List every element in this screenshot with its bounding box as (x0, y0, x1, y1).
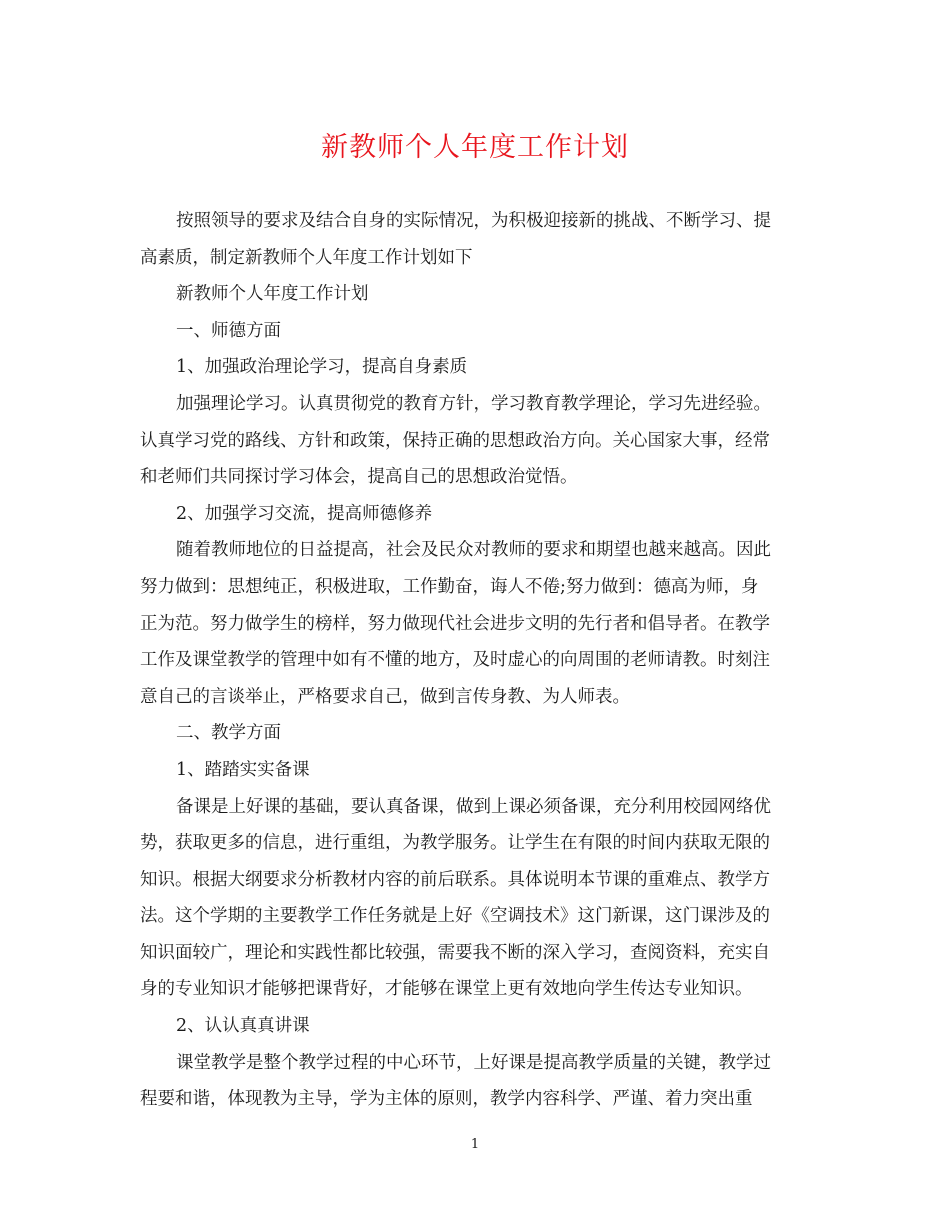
paragraph-teacher-status (140, 532, 812, 715)
text-line: 法。这个学期的主要教学工作任务就是上好《空调技术》这门新课，这门课涉及的 (140, 906, 770, 927)
text-line: 二、教学方面 (176, 723, 281, 744)
text-line: 按照领导的要求及结合自身的实际情况，为积极迎接新的挑战、不断学习、提 (176, 211, 771, 231)
text-line: 一、师德方面 (176, 320, 281, 341)
text-line: 1、踏踏实实备课 (176, 759, 310, 780)
text-line: 2、加强学习交流，提高师德修养 (176, 503, 433, 524)
section-heading-ethics (140, 313, 812, 350)
paragraph-intro (140, 203, 812, 276)
text-line: 随着教师地位的日益提高，社会及民众对教师的要求和期望也越来越高。因此 (176, 540, 771, 561)
text-line: 加强理论学习。认真贯彻党的教育方针，学习教育教学理论，学习先进经验。 (176, 393, 771, 414)
text-line: 1、加强政治理论学习，提高自身素质 (176, 357, 468, 378)
subheading-exchange (140, 496, 812, 533)
text-line: 势，获取更多的信息，进行重组，为教学服务。让学生在有限的时间内获取无限的 (140, 833, 770, 854)
text-line: 身的专业知识才能够把课背好，才能够在课堂上更有效地向学生传达专业知识。 (140, 979, 753, 1000)
subheading-lecturing (140, 1008, 812, 1045)
document-body (140, 203, 812, 1118)
text-line: 2、认认真真讲课 (176, 1016, 310, 1037)
text-line: 工作及课堂教学的管理中如有不懂的地方，及时虚心的向周围的老师请教。时刻注 (140, 650, 770, 671)
text-line: 备课是上好课的基础，要认真备课，做到上课必须备课，充分利用校园网络优 (176, 796, 771, 817)
text-line: 知识。根据大纲要求分析教材内容的前后联系。具体说明本节课的重难点、教学方 (140, 869, 770, 890)
text-line: 高素质，制定新教师个人年度工作计划如下 (140, 247, 473, 268)
paragraph-theory-study (140, 386, 812, 496)
section-heading-teaching (140, 715, 812, 752)
text-line: 程要和谐，体现教为主导，学为主体的原则，教学内容科学、严谨、着力突出重 (140, 1089, 753, 1110)
document-title: 新教师个人年度工作计划 (321, 132, 629, 163)
text-line: 正为范。努力做学生的榜样，努力做现代社会进步文明的先行者和倡导者。在教学 (140, 613, 770, 634)
paragraph-lesson-prep (140, 789, 812, 1009)
subheading-lesson-prep (140, 752, 812, 789)
page-number: 1 (470, 1137, 480, 1152)
text-line: 认真学习党的路线、方针和政策，保持正确的思想政治方向。关心国家大事，经常 (140, 430, 770, 451)
text-line: 和老师们共同探讨学习体会，提高自己的思想政治觉悟。 (140, 467, 578, 488)
text-line: 知识面较广，理论和实践性都比较强，需要我不断的深入学习，查阅资料，充实自 (140, 942, 770, 963)
text-line: 意自己的言谈举止，严格要求自己，做到言传身教、为人师表。 (140, 686, 630, 707)
text-line: 课堂教学是整个教学过程的中心环节，上好课是提高教学质量的关键，教学过 (176, 1052, 771, 1073)
text-line: 努力做到：思想纯正，积极进取，工作勤奋，诲人不倦;努力做到：德高为师，身 (140, 576, 759, 597)
paragraph-classroom (140, 1045, 812, 1118)
paragraph-subtitle (140, 276, 812, 313)
text-line: 新教师个人年度工作计划 (176, 284, 369, 305)
subheading-political-study (140, 349, 812, 386)
